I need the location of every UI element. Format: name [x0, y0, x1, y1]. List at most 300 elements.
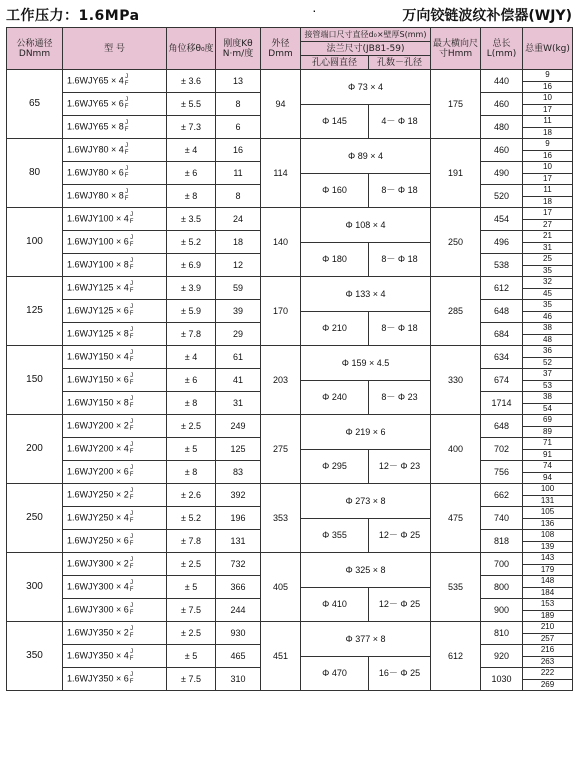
weight-cell: 131	[523, 495, 573, 507]
stiffness-cell: 61	[216, 346, 261, 369]
pcd-cell: Φ 145	[301, 104, 369, 139]
header-dn: 公称通径DNmm	[7, 28, 63, 70]
weight-cell: 36	[523, 346, 573, 358]
f-mark: F	[129, 472, 134, 478]
pipe-spec-cell: Φ 325 × 8	[301, 553, 431, 588]
j-mark: J	[130, 465, 134, 471]
j-mark: J	[130, 557, 134, 563]
f-mark: F	[129, 242, 134, 248]
weight-cell: 9	[523, 70, 573, 82]
dn-cell: 250	[7, 484, 63, 553]
weight-cell: 153	[523, 599, 573, 611]
stiffness-cell: 8	[216, 185, 261, 208]
model-cell	[63, 668, 167, 691]
j-mark: J	[130, 304, 134, 310]
header-flange: 法兰尺寸(JB81-59)	[301, 42, 431, 56]
header-weight: 总重W(kg)	[523, 28, 573, 70]
jf-superscript	[130, 212, 134, 226]
jf-superscript	[130, 235, 134, 249]
model-name: 1.6WJY300 × 2	[67, 558, 129, 569]
j-mark: J	[130, 212, 134, 218]
f-mark: F	[124, 127, 129, 133]
working-pressure: 工作压力：1.6MPa	[6, 8, 140, 24]
model-name: 1.6WJY125 × 6	[67, 305, 129, 316]
header-stiffness: 刚度Kθ N·m/度	[216, 28, 261, 70]
header-max-offset: 最大横向尺寸Hmm	[431, 28, 481, 70]
pcd-cell: Φ 355	[301, 518, 369, 553]
stiffness-cell: 131	[216, 530, 261, 553]
length-cell: 1030	[481, 668, 523, 691]
holes-cell: 12－ Φ 25	[369, 587, 431, 622]
weight-cell: 10	[523, 93, 573, 105]
f-mark: F	[129, 495, 134, 501]
header-length: 总长L(mm)	[481, 28, 523, 70]
j-mark: J	[130, 258, 134, 264]
length-cell: 900	[481, 599, 523, 622]
model-name: 1.6WJY100 × 6	[67, 236, 129, 247]
j-mark: J	[130, 419, 134, 425]
weight-cell: 269	[523, 679, 573, 691]
length-cell: 454	[481, 208, 523, 231]
weight-cell: 38	[523, 323, 573, 335]
stiffness-cell: 59	[216, 277, 261, 300]
model-cell	[63, 116, 167, 139]
jf-superscript	[130, 327, 134, 341]
angle-cell: ± 2.5	[167, 415, 216, 438]
angle-cell: ± 5.2	[167, 507, 216, 530]
j-mark: J	[130, 534, 134, 540]
pcd-cell: Φ 160	[301, 173, 369, 208]
pipe-spec-cell: Φ 159 × 4.5	[301, 346, 431, 381]
jf-superscript	[125, 189, 129, 203]
j-mark: J	[130, 603, 134, 609]
jf-superscript	[130, 258, 134, 272]
jf-superscript	[130, 672, 134, 686]
stiffness-cell: 310	[216, 668, 261, 691]
angle-cell: ± 5	[167, 645, 216, 668]
stiffness-cell: 392	[216, 484, 261, 507]
model-cell	[63, 622, 167, 645]
j-mark: J	[130, 580, 134, 586]
angle-cell: ± 4	[167, 346, 216, 369]
max-offset-cell: 475	[431, 484, 481, 553]
length-cell: 460	[481, 139, 523, 162]
dn-cell: 300	[7, 553, 63, 622]
weight-cell: 31	[523, 242, 573, 254]
angle-cell: ± 5	[167, 576, 216, 599]
stiffness-cell: 41	[216, 369, 261, 392]
weight-cell: 139	[523, 541, 573, 553]
weight-cell: 54	[523, 403, 573, 415]
stiffness-cell: 125	[216, 438, 261, 461]
length-cell: 538	[481, 254, 523, 277]
weight-cell: 16	[523, 150, 573, 162]
f-mark: F	[129, 426, 134, 432]
weight-cell: 48	[523, 334, 573, 346]
model-name: 1.6WJY65 × 6	[67, 98, 124, 109]
table-row	[7, 553, 573, 565]
model-cell	[63, 254, 167, 277]
angle-cell: ± 3.6	[167, 70, 216, 93]
jf-superscript	[130, 511, 134, 525]
weight-cell: 189	[523, 610, 573, 622]
max-offset-cell: 285	[431, 277, 481, 346]
angle-cell: ± 2.5	[167, 553, 216, 576]
j-mark: J	[125, 189, 129, 195]
model-cell	[63, 645, 167, 668]
jf-superscript	[130, 419, 134, 433]
holes-cell: 4－ Φ 18	[369, 104, 431, 139]
jf-superscript	[130, 350, 134, 364]
pipe-spec-cell: Φ 108 × 4	[301, 208, 431, 243]
model-name: 1.6WJY125 × 8	[67, 328, 129, 339]
angle-cell: ± 8	[167, 392, 216, 415]
weight-cell: 9	[523, 139, 573, 151]
stiffness-cell: 12	[216, 254, 261, 277]
stiffness-cell: 196	[216, 507, 261, 530]
model-name: 1.6WJY65 × 4	[67, 75, 124, 86]
stiffness-cell: 39	[216, 300, 261, 323]
f-mark: F	[129, 357, 134, 363]
pcd-cell: Φ 210	[301, 311, 369, 346]
j-mark: J	[130, 281, 134, 287]
weight-cell: 10	[523, 162, 573, 174]
weight-cell: 27	[523, 219, 573, 231]
dn-cell: 350	[7, 622, 63, 691]
length-cell: 800	[481, 576, 523, 599]
table-row	[7, 277, 573, 289]
stiffness-cell: 16	[216, 139, 261, 162]
model-name: 1.6WJY80 × 8	[67, 190, 124, 201]
model-name: 1.6WJY125 × 4	[67, 282, 129, 293]
pcd-cell: Φ 180	[301, 242, 369, 277]
weight-cell: 148	[523, 576, 573, 588]
weight-cell: 105	[523, 507, 573, 519]
jf-superscript	[130, 603, 134, 617]
model-cell	[63, 231, 167, 254]
weight-cell: 53	[523, 380, 573, 392]
length-cell: 520	[481, 185, 523, 208]
outer-diameter-cell: 275	[261, 415, 301, 484]
header-dot: ·	[312, 2, 317, 18]
header-angle: 角位移θ₀度	[167, 28, 216, 70]
weight-cell: 69	[523, 415, 573, 427]
dn-cell: 125	[7, 277, 63, 346]
holes-cell: 16－ Φ 25	[369, 656, 431, 691]
jf-superscript	[125, 97, 129, 111]
stiffness-cell: 8	[216, 93, 261, 116]
f-mark: F	[124, 81, 129, 87]
model-name: 1.6WJY80 × 4	[67, 144, 124, 155]
angle-cell: ± 2.5	[167, 622, 216, 645]
model-name: 1.6WJY350 × 6	[67, 673, 129, 684]
weight-cell: 91	[523, 449, 573, 461]
header-model: 型 号	[63, 28, 167, 70]
f-mark: F	[129, 334, 134, 340]
f-mark: F	[129, 403, 134, 409]
dn-cell: 150	[7, 346, 63, 415]
pipe-spec-cell: Φ 73 × 4	[301, 70, 431, 105]
header-outer-diameter: 外径Dmm	[261, 28, 301, 70]
weight-cell: 108	[523, 530, 573, 542]
length-cell: 674	[481, 369, 523, 392]
max-offset-cell: 175	[431, 70, 481, 139]
model-cell	[63, 507, 167, 530]
weight-cell: 184	[523, 587, 573, 599]
max-offset-cell: 330	[431, 346, 481, 415]
header-pcd: 孔心圆直径	[301, 56, 369, 70]
angle-cell: ± 2.6	[167, 484, 216, 507]
model-cell	[63, 415, 167, 438]
jf-superscript	[130, 488, 134, 502]
holes-cell: 8－ Φ 18	[369, 242, 431, 277]
length-cell: 684	[481, 323, 523, 346]
stiffness-cell: 11	[216, 162, 261, 185]
weight-cell: 216	[523, 645, 573, 657]
angle-cell: ± 7.5	[167, 599, 216, 622]
weight-cell: 179	[523, 564, 573, 576]
jf-superscript	[125, 74, 129, 88]
pipe-spec-cell: Φ 273 × 8	[301, 484, 431, 519]
table-row	[7, 208, 573, 220]
angle-cell: ± 6	[167, 162, 216, 185]
weight-cell: 21	[523, 231, 573, 243]
jf-superscript	[130, 465, 134, 479]
angle-cell: ± 6	[167, 369, 216, 392]
table-row	[7, 139, 573, 151]
model-cell	[63, 369, 167, 392]
length-cell: 440	[481, 70, 523, 93]
jf-superscript	[130, 580, 134, 594]
outer-diameter-cell: 203	[261, 346, 301, 415]
weight-cell: 46	[523, 311, 573, 323]
j-mark: J	[125, 143, 129, 149]
length-cell: 460	[481, 93, 523, 116]
angle-cell: ± 7.8	[167, 323, 216, 346]
max-offset-cell: 250	[431, 208, 481, 277]
model-cell	[63, 185, 167, 208]
stiffness-cell: 24	[216, 208, 261, 231]
angle-cell: ± 5	[167, 438, 216, 461]
weight-cell: 52	[523, 357, 573, 369]
f-mark: F	[129, 564, 134, 570]
length-cell: 756	[481, 461, 523, 484]
pipe-spec-cell: Φ 89 × 4	[301, 139, 431, 174]
length-cell: 1714	[481, 392, 523, 415]
model-cell	[63, 300, 167, 323]
table-row	[7, 70, 573, 82]
weight-cell: 16	[523, 81, 573, 93]
outer-diameter-cell: 451	[261, 622, 301, 691]
f-mark: F	[124, 196, 129, 202]
stiffness-cell: 83	[216, 461, 261, 484]
angle-cell: ± 7.3	[167, 116, 216, 139]
stiffness-cell: 366	[216, 576, 261, 599]
f-mark: F	[129, 610, 134, 616]
outer-diameter-cell: 140	[261, 208, 301, 277]
length-cell: 810	[481, 622, 523, 645]
stiffness-cell: 465	[216, 645, 261, 668]
model-cell	[63, 162, 167, 185]
f-mark: F	[129, 679, 134, 685]
j-mark: J	[125, 97, 129, 103]
pcd-cell: Φ 470	[301, 656, 369, 691]
weight-cell: 18	[523, 196, 573, 208]
model-name: 1.6WJY350 × 2	[67, 627, 129, 638]
j-mark: J	[130, 649, 134, 655]
pipe-spec-cell: Φ 377 × 8	[301, 622, 431, 657]
jf-superscript	[130, 373, 134, 387]
f-mark: F	[129, 656, 134, 662]
j-mark: J	[125, 166, 129, 172]
angle-cell: ± 8	[167, 461, 216, 484]
j-mark: J	[130, 235, 134, 241]
dn-cell: 65	[7, 70, 63, 139]
j-mark: J	[130, 626, 134, 632]
angle-cell: ± 4	[167, 139, 216, 162]
pcd-cell: Φ 240	[301, 380, 369, 415]
angle-cell: ± 8	[167, 185, 216, 208]
stiffness-cell: 13	[216, 70, 261, 93]
length-cell: 920	[481, 645, 523, 668]
f-mark: F	[129, 265, 134, 271]
weight-cell: 94	[523, 472, 573, 484]
model-name: 1.6WJY65 × 8	[67, 121, 124, 132]
model-name: 1.6WJY150 × 6	[67, 374, 129, 385]
length-cell: 818	[481, 530, 523, 553]
holes-cell: 12－ Φ 23	[369, 449, 431, 484]
weight-cell: 257	[523, 633, 573, 645]
model-cell	[63, 576, 167, 599]
angle-cell: ± 6.9	[167, 254, 216, 277]
table-row	[7, 622, 573, 634]
length-cell: 612	[481, 277, 523, 300]
angle-cell: ± 5.5	[167, 93, 216, 116]
weight-cell: 136	[523, 518, 573, 530]
jf-superscript	[130, 649, 134, 663]
model-cell	[63, 139, 167, 162]
weight-cell: 38	[523, 392, 573, 404]
j-mark: J	[130, 672, 134, 678]
weight-cell: 35	[523, 265, 573, 277]
stiffness-cell: 244	[216, 599, 261, 622]
j-mark: J	[130, 350, 134, 356]
header-pipe-spec: 接管端口尺寸直径d₀×壁厚S(mm)	[301, 28, 431, 42]
angle-cell: ± 3.9	[167, 277, 216, 300]
model-name: 1.6WJY150 × 4	[67, 351, 129, 362]
document-title: 万向铰链波纹补偿器(WJY)	[402, 8, 572, 24]
model-cell	[63, 392, 167, 415]
model-cell	[63, 277, 167, 300]
f-mark: F	[124, 150, 129, 156]
j-mark: J	[125, 74, 129, 80]
dn-cell: 200	[7, 415, 63, 484]
model-name: 1.6WJY200 × 6	[67, 466, 129, 477]
model-cell	[63, 599, 167, 622]
model-cell	[63, 530, 167, 553]
f-mark: F	[129, 311, 134, 317]
max-offset-cell: 400	[431, 415, 481, 484]
length-cell: 740	[481, 507, 523, 530]
length-cell: 634	[481, 346, 523, 369]
holes-cell: 8－ Φ 23	[369, 380, 431, 415]
j-mark: J	[130, 442, 134, 448]
j-mark: J	[130, 373, 134, 379]
model-cell	[63, 484, 167, 507]
jf-superscript	[130, 281, 134, 295]
weight-cell: 17	[523, 173, 573, 185]
model-cell	[63, 93, 167, 116]
weight-cell: 74	[523, 461, 573, 473]
stiffness-cell: 930	[216, 622, 261, 645]
outer-diameter-cell: 170	[261, 277, 301, 346]
outer-diameter-cell: 114	[261, 139, 301, 208]
length-cell: 648	[481, 415, 523, 438]
j-mark: J	[125, 120, 129, 126]
holes-cell: 8－ Φ 18	[369, 311, 431, 346]
model-name: 1.6WJY350 × 4	[67, 650, 129, 661]
length-cell: 496	[481, 231, 523, 254]
jf-superscript	[130, 626, 134, 640]
model-cell	[63, 461, 167, 484]
pipe-spec-cell: Φ 219 × 6	[301, 415, 431, 450]
weight-cell: 263	[523, 656, 573, 668]
model-name: 1.6WJY300 × 6	[67, 604, 129, 615]
f-mark: F	[124, 104, 129, 110]
jf-superscript	[130, 557, 134, 571]
dn-cell: 100	[7, 208, 63, 277]
length-cell: 702	[481, 438, 523, 461]
stiffness-cell: 6	[216, 116, 261, 139]
stiffness-cell: 29	[216, 323, 261, 346]
weight-cell: 210	[523, 622, 573, 634]
table-row	[7, 346, 573, 358]
model-name: 1.6WJY200 × 4	[67, 443, 129, 454]
model-cell	[63, 346, 167, 369]
length-cell: 662	[481, 484, 523, 507]
model-name: 1.6WJY250 × 6	[67, 535, 129, 546]
model-cell	[63, 438, 167, 461]
model-cell	[63, 70, 167, 93]
angle-cell: ± 5.9	[167, 300, 216, 323]
weight-cell: 17	[523, 104, 573, 116]
f-mark: F	[129, 380, 134, 386]
f-mark: F	[129, 587, 134, 593]
length-cell: 480	[481, 116, 523, 139]
model-cell	[63, 208, 167, 231]
angle-cell: ± 5.2	[167, 231, 216, 254]
pipe-spec-cell: Φ 133 × 4	[301, 277, 431, 312]
stiffness-cell: 732	[216, 553, 261, 576]
holes-cell: 12－ Φ 25	[369, 518, 431, 553]
model-cell	[63, 323, 167, 346]
weight-cell: 32	[523, 277, 573, 289]
stiffness-cell: 18	[216, 231, 261, 254]
jf-superscript	[130, 534, 134, 548]
table-row	[7, 415, 573, 427]
jf-superscript	[125, 143, 129, 157]
stiffness-cell: 249	[216, 415, 261, 438]
f-mark: F	[129, 518, 134, 524]
length-cell: 490	[481, 162, 523, 185]
pcd-cell: Φ 295	[301, 449, 369, 484]
j-mark: J	[130, 488, 134, 494]
weight-cell: 17	[523, 208, 573, 220]
weight-cell: 89	[523, 426, 573, 438]
stiffness-cell: 31	[216, 392, 261, 415]
weight-cell: 11	[523, 116, 573, 128]
f-mark: F	[129, 219, 134, 225]
